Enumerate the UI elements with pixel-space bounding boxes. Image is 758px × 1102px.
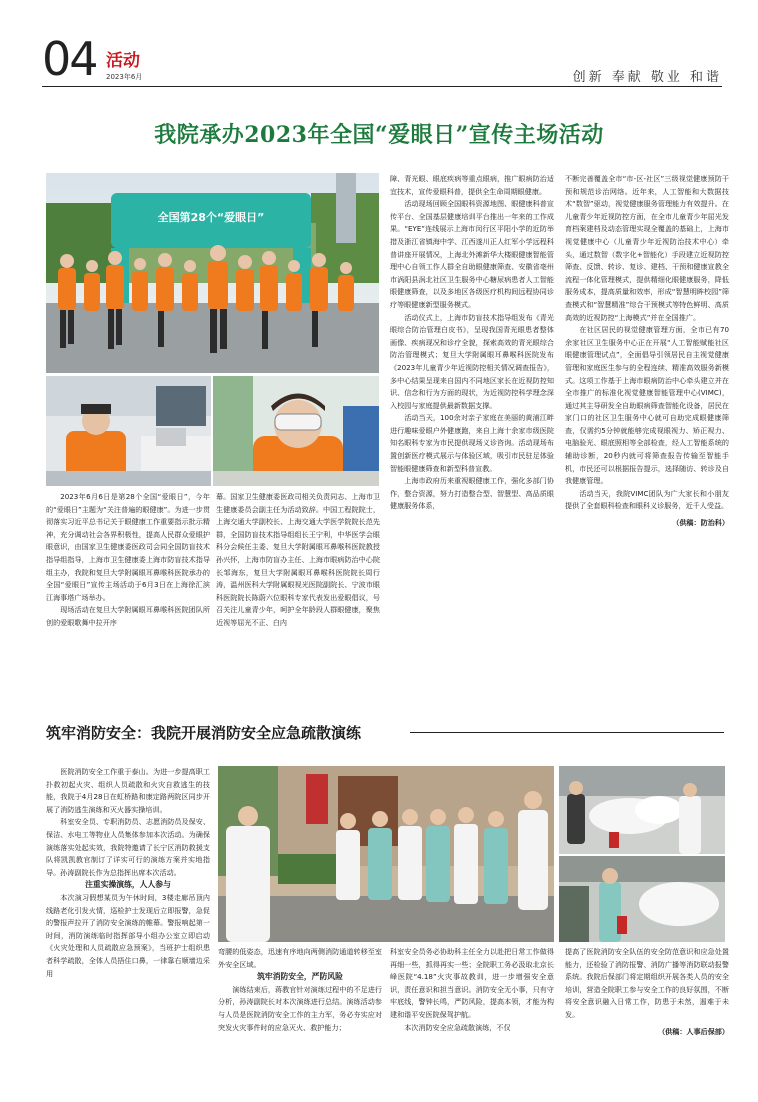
issue-date: 2023年6月 [106, 73, 143, 81]
article2-paragraph: 科室安全员、专职消防员、志愿消防员及保安、保洁、水电工等物业人员集体参加本次活动。为确保演练落实处起实效，我院特邀请了长宁区消防救援支队将凯凯教官制订了详实可行的演练方案并实地指导。孙涛副院长作为总指挥出席本次活动。 [46, 817, 210, 877]
article2-column-4 [565, 946, 729, 1080]
article2-paragraph: 提高了医院消防安全队伍的安全防范意识和应急处置能力，还检验了消防报警、消防广播等消防联动报警系统。我院后保部门将定期组织开展各类人员的安全培训，营造全院职工参与安全工作的良好氛围，不断将安全意识融入日常工作，防患于未然，遏难于未发。 [565, 947, 729, 1019]
header-rule [42, 86, 722, 87]
photo-fire-drill-group [218, 766, 554, 942]
article1-column-1 [46, 491, 210, 659]
article1-paragraph: 2023年6月6日是第28个全国“爱眼日”，今年的“爱眼日”主题为“关注普遍的眼健康”。为进一步贯彻落实习近平总书记关于眼健康工作重要指示批示精神，充分调动社会各界积极性，提高人民群众爱眼护眼意识，由国家卫生健康委医政司会同全国防盲技术指导组指导，上海市卫生健康委上海市防盲技术指导组主办，我院和复旦大学附属眼耳鼻喉科医院承办的全国“爱眼日”宣传主场活动于6月3日在上海徐汇滨江海事塔广场举办。 [46, 492, 210, 602]
article1-paragraph: 障、青光眼、眼底疾病等重点眼病，推广眼病防治适宜技术，宣传爱眼科普，提供全生命周期眼健康。 [390, 174, 554, 196]
article2-column-2 [218, 946, 382, 1080]
article2-subheading: 注重实操演练，人人参与 [85, 880, 171, 890]
article2-paragraph: 科室安全员务必协助科主任全力以赴把日常工作做得再细一些，抓得再实一些；全院职工务必汲取北京长峰医院“4.18”火灾事故教训，进一步增强安全意识，责任意识和担当意识。消防安全无小事，只有守牢底线，警钟长鸣，严防风险，提高本领，才能为构建和谐平安医院保驾护航。 [390, 947, 554, 1019]
photo-eye-day-run [46, 173, 379, 373]
article2-paragraph: 本次演习假想某员为午休时间，3楼走廊吊顶内线路老化引发火情，巡检护士发现后立即报警，急促的警报声拉开了消防安全演练的帷幕。警报响起第一时间，消防演练临时指挥部导小组办公室立即启动《火灾处理和人员疏散应急预案》，当班护士组织患者科学疏散，全体人员捂住口鼻，一律靠右顺墙边采用 [46, 892, 210, 978]
article2-paragraph: 本次消防安全应急疏散演练，不仅 [404, 1022, 511, 1032]
photo-fire-extinguisher-training-1 [559, 766, 725, 854]
article1-paragraph: 上海市政府历来重视眼健康工作，强化多部门协作，整合资源，努力打造整合型、智慧型、高品质眼健康服务体系， [390, 476, 554, 511]
page-number: 04 [42, 32, 97, 86]
article1-paragraph: 在社区居民的视觉健康管理方面，全市已有70余家社区卫生服务中心正在开展“人工智能赋能社区眼健康管理试点”，全面倡导引领居民自主视觉健康管理和家庭医生参与的全程连续、精准高效服务新模式。这项工作基于上海市眼病防治中心牵头建立并在全市推广的标准化视觉健康智能管理中心(VIMC)，通过其主导研发全自助眼病筛查智能化设备，居民在家门口的社区卫生服务中心就可自助完成眼健康筛查，仅需约5分钟就能够完成视眼视力、矫正视力、电脑验光、眼底照相等全部检查，经人工智能系统的辅助诊断，20秒内就可将筛查报告传输至智能手机，市民还可以根据报告提示，选择随访、转诊及自我健康管理。 [565, 325, 729, 486]
header-slogan: 创新 奉献 敬业 和谐 [572, 70, 722, 85]
article2-paragraph: 弯腰的低姿态，迅速有序地向两侧消防通道转移至室外安全区域。 [218, 947, 382, 969]
article2-paragraph: 医院消防安全工作重于泰山。为进一步提高职工扑救初起火灾、组织人员疏散和火灾自救逃生的技能，我院于4月28日在虹桥路和康定路两院区同步开展了消防逃生演练和灭火器实操培训。 [46, 767, 210, 814]
article1-paragraph: 活动当天，100余对亲子家庭在美丽的黄浦江畔进行趣味爱眼户外健康跑，来自上海十余家市级医院知名眼科专家为市民提供现场义诊咨询。活动现场布置创新医疗模式展示与体验区域，吸引市民驻足体验智能眼健康筛查和新型科普宣教。 [390, 413, 554, 473]
article2-credit: （供稿：人事后保部） [658, 1026, 729, 1036]
article1-paragraph: 不断完善覆盖全市“市-区-社区”三级视觉健康预防干预和规范诊治网络。近年来，人工智能和大数据技术“数智”驱动，视觉健康服务管理能力有效提升。在儿童青少年近视防控方面，在全市儿童青少年屈光发育档案建档及动态管理实现全覆盖的基础上，上海市视觉健康中心（儿童青少年近视防治技术中心）牵头，通过数智（数字化+智能化）手段建立近视防控筛查、反馈、转诊、复诊、建档、干预和健康宣教全流程一体化管理模式，提供精细化眼健康服务，降低服务成本，提高质量和效率，形成“智慧明眸校园”筛查模式和“智慧精准”综合干预模式等特色鲜明、高质高效的近视防控“上海模式”并在全国推广。 [565, 174, 729, 322]
article2-column-3 [390, 946, 554, 1080]
photo-girl-vr-glasses [213, 376, 379, 486]
article2-column-1 [46, 766, 210, 1080]
article2-headline: 筑牢消防安全：我院开展消防安全应急疏散演练 [46, 724, 362, 742]
article1-headline: 我院承办2023年全国“爱眼日”宣传主场活动 [154, 122, 604, 148]
article2-paragraph: 演练结束后，蒋教官针对演练过程中的不足进行分析，孙涛副院长对本次演练进行总结。演练活动参与人员是医院消防安全工作的主力军，务必夯实应对突发火灾事件时的应急灭火、救护能力； [218, 984, 382, 1032]
article1-column-2 [216, 491, 380, 659]
article1-column-4 [565, 173, 729, 671]
article1-paragraph: 活动当天，我院VIMC团队为广大家长和小朋友提供了全套眼科检查和眼科义诊服务，近千人受益。 [565, 488, 729, 511]
article1-credit: （供稿：防治科） [672, 518, 729, 528]
article1-paragraph: 活动仪式上，上海市防盲技术指导组发布《青光眼综合防治管理白皮书》，呈现我国青光眼患者整体画像、疾病现况和诊疗全貌，探索高效的青光眼综合防治管理模式；复旦大学附属眼耳鼻喉科医院发布《2023年儿童青少年近视防控相关情况调查报告》，多中心结果呈现来自国内不同地区家长在近视防控知识、信念和行为方面的现状，为近视防控科学理念深入校园与家庭提供最新数据支撑。 [390, 312, 554, 410]
article2-headline-rule [410, 732, 724, 733]
article2-subheading: 筑牢消防安全，严防风险 [257, 972, 343, 982]
banner-text: 全国第28个“爱眼日” [157, 211, 265, 224]
article1-paragraph: 现场活动在复旦大学附属眼耳鼻喉科医院团队所创的爱眼歌舞中拉开序 [46, 605, 210, 627]
photo-fire-extinguisher-training-2 [559, 856, 725, 942]
article1-paragraph: 活动现场回顾全国眼科资源地图、眼健康科普宣传平台、全国基层健康培训平台推出一年来的工作成果。“EYE”连线展示上海市闵行区平阳小学的近防举措及浙江省镇海中学、江西遂川正人红军小学远程科普讲座开展情况，上海北外滩新华大楼眼健康智能管理中心自领工作人群全自助眼健康筛查、安徽省亳州市涡阳县涡北社区卫生服务中心糖尿病患者人工智能眼健康筛查，以及多地区各级医疗机构间远程协同诊疗等眼健康新型服务模式。 [390, 199, 554, 309]
article1-column-3 [390, 173, 554, 659]
section-label: 活动 [106, 51, 140, 71]
photo-eye-exam-doctor [46, 376, 211, 486]
article1-paragraph: 幕。国家卫生健康委医政司相关负责同志、上海市卫生健康委员会副主任为活动致辞。中国工程院院士，上海交通大学副校长、上海交通大学医学院院长范先群，全国防盲技术指导组组长王宁利，中华医学会眼科分会候任主委、复旦大学附属眼耳鼻喉科医院教授孙兴怀，上海市防盲办主任、上海市眼病防治中心院长邹海东，复旦大学附属眼耳鼻喉科医院院长周行涛，温州医科大学附属眼视光医院副院长、宁波市眼科医院院长陈蔚六位眼科专家代表发出爱眼倡议，号召关注儿童青少年，呵护全年龄段人群眼健康，聚焦近视等屈光不正、白内 [216, 492, 380, 627]
